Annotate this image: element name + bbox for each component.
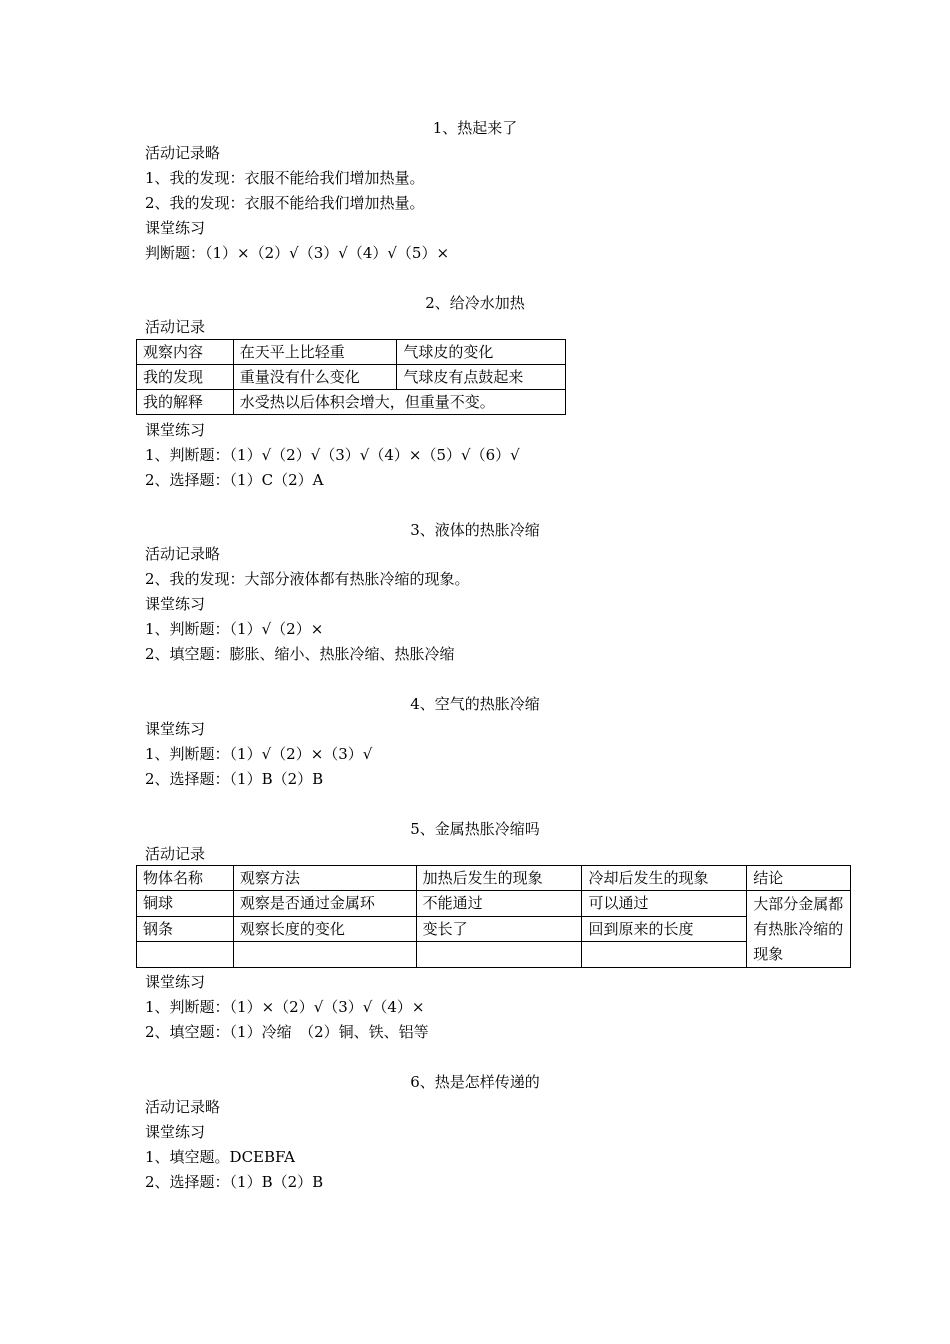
table-cell: 可以通过	[582, 891, 747, 917]
activity-record-label: 活动记录	[145, 318, 206, 336]
table-cell: 气球皮的变化	[397, 340, 566, 365]
true-false-answers: 判断题：（1）×（2）√（3）√（4）√（5）×	[145, 244, 450, 262]
table-row	[137, 390, 566, 415]
column-header: 冷却后发生的现象	[582, 866, 747, 891]
column-header: 观察方法	[233, 866, 416, 891]
choice-answers: 2、选择题：（1）C（2）A	[145, 471, 324, 489]
exercise-heading: 课堂练习	[145, 595, 206, 613]
section-1-title: 1、热起来了	[432, 119, 518, 137]
table-cell: 气球皮有点鼓起来	[397, 365, 566, 390]
fill-blank-answers: 1、填空题。DCEBFA	[145, 1148, 295, 1166]
activity-note: 活动记录略	[145, 545, 221, 563]
finding-1: 1、我的发现：衣服不能给我们增加热量。	[145, 169, 425, 187]
section-2-title: 2、给冷水加热	[425, 294, 525, 312]
table-cell: 回到原来的长度	[582, 916, 747, 942]
table-cell: 在天平上比轻重	[233, 340, 397, 365]
table-cell: 不能通过	[416, 891, 582, 917]
exercise-heading: 课堂练习	[145, 973, 206, 991]
section-5-title: 5、金属热胀冷缩吗	[410, 820, 540, 838]
choice-answers: 2、选择题：（1）B（2）B	[145, 1173, 324, 1191]
table-cell	[416, 942, 582, 968]
section-6-title: 6、热是怎样传递的	[410, 1073, 540, 1091]
column-header: 加热后发生的现象	[416, 866, 582, 891]
exercise-heading: 课堂练习	[145, 1123, 206, 1141]
table-cell: 重量没有什么变化	[233, 365, 397, 390]
choice-answers: 2、选择题：（1）B（2）B	[145, 770, 324, 788]
section-4-title: 4、空气的热胀冷缩	[410, 695, 540, 713]
activity-note: 活动记录略	[145, 144, 221, 162]
table-cell: 观察长度的变化	[233, 916, 416, 942]
exercise-heading: 课堂练习	[145, 219, 206, 237]
table-row	[137, 942, 851, 968]
table-cell	[582, 942, 747, 968]
table-cell: 我的发现	[137, 365, 234, 390]
table-cell: 水受热以后体积会增大，但重量不变。	[233, 390, 565, 415]
activity-record-label: 活动记录	[145, 845, 206, 863]
true-false-answers: 1、判断题：（1）×（2）√（3）√（4）×	[145, 998, 425, 1016]
exercise-heading: 课堂练习	[145, 720, 206, 738]
section-3-title: 3、液体的热胀冷缩	[410, 521, 540, 539]
table-cell: 观察是否通过金属环	[233, 891, 416, 917]
table-cell: 我的解释	[137, 390, 234, 415]
table-cell: 变长了	[416, 916, 582, 942]
table-row	[137, 916, 851, 942]
table-header-row	[137, 866, 851, 891]
column-header: 物体名称	[137, 866, 234, 891]
exercise-heading: 课堂练习	[145, 421, 206, 439]
table-cell	[137, 942, 234, 968]
finding-2: 2、我的发现：衣服不能给我们增加热量。	[145, 194, 425, 212]
true-false-answers: 1、判断题：（1）√（2）×	[145, 620, 324, 638]
true-false-answers: 1、判断题：（1）√（2）√（3）√（4）×（5）√（6）√	[145, 446, 520, 464]
column-header: 结论	[747, 866, 851, 891]
record-table-5	[136, 865, 851, 968]
finding-2: 2、我的发现：大部分液体都有热胀冷缩的现象。	[145, 570, 470, 588]
activity-note: 活动记录略	[145, 1098, 221, 1116]
table-cell: 钢条	[137, 916, 234, 942]
record-table-2	[136, 339, 566, 415]
table-row	[137, 340, 566, 365]
table-cell: 观察内容	[137, 340, 234, 365]
fill-blank-answers: 2、填空题：膨胀、缩小、热胀冷缩、热胀冷缩	[145, 645, 455, 663]
table-cell: 铜球	[137, 891, 234, 917]
fill-blank-answers: 2、填空题：（1）冷缩 （2）铜、铁、铝等	[145, 1023, 429, 1041]
conclusion-cell: 大部分金属都有热胀冷缩的现象	[747, 891, 851, 968]
true-false-answers: 1、判断题：（1）√（2）×（3）√	[145, 745, 373, 763]
table-row	[137, 365, 566, 390]
table-cell	[233, 942, 416, 968]
table-row	[137, 891, 851, 917]
